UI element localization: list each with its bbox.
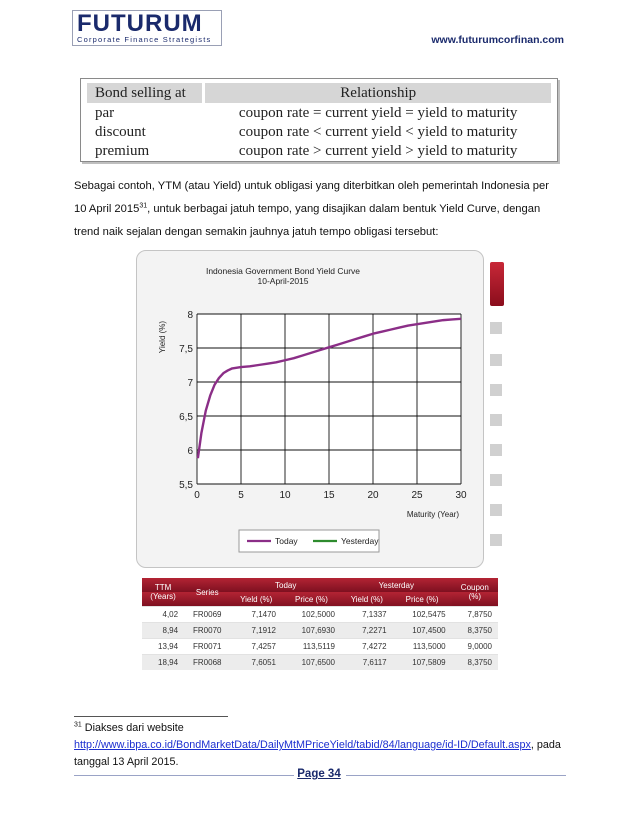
side-strip-block [490, 504, 502, 516]
x-tick-label: 0 [194, 490, 200, 501]
side-strip-block [490, 534, 502, 546]
header-bond-selling-at: Bond selling at [87, 83, 204, 103]
table-cell: FR0071 [184, 639, 230, 655]
x-tick-label: 15 [323, 490, 335, 501]
table-cell: 107,5809 [393, 655, 452, 671]
company-logo [72, 10, 222, 46]
y-tick-label: 7,5 [179, 344, 193, 355]
table-cell: FR0069 [184, 607, 230, 623]
table-cell: 9,0000 [452, 639, 498, 655]
header-coupon: Coupon (%) [460, 583, 489, 601]
x-tick-label: 10 [279, 490, 291, 501]
side-strip-block [490, 474, 502, 486]
side-strip-block [490, 384, 502, 396]
side-strip-header [490, 262, 504, 306]
table-cell: 102,5475 [393, 607, 452, 623]
page-number: Page 34 [297, 768, 341, 780]
footnote [74, 720, 564, 771]
legend-label-yesterday: Yesterday [341, 536, 379, 546]
relationship-cell: coupon rate = current yield = yield to maturity [238, 104, 518, 121]
side-toolbar-strip [490, 262, 504, 562]
footnote-text-before: Diakses dari website [81, 722, 184, 734]
paragraph-line-1: Sebagai contoh, YTM (atau Yield) untuk obligasi yang diterbitkan oleh pemerintah Indonesia per [74, 180, 549, 192]
yield-curve-chart [137, 251, 483, 567]
x-tick-label: 25 [411, 490, 423, 501]
header-today-yield: Yield (%) [240, 594, 273, 604]
x-tick-label: 30 [455, 490, 467, 501]
paragraph-date: 10 April 2015 [74, 203, 140, 215]
header-ttm: TTM (Years) [150, 583, 176, 601]
table-cell: 107,6500 [282, 655, 341, 671]
table-cell: 113,5119 [282, 639, 341, 655]
table-cell: FR0070 [184, 623, 230, 639]
relationship-cell: coupon rate < current yield < yield to maturity [238, 123, 518, 140]
table-row [142, 639, 498, 655]
side-strip-block [490, 322, 502, 334]
table-cell: 13,94 [142, 639, 184, 655]
logo-tagline: Corporate Finance Strategists [77, 35, 212, 44]
table-cell: 7,2271 [341, 623, 393, 639]
table-cell: 7,4272 [341, 639, 393, 655]
y-axis-label: Yield (%) [158, 320, 167, 354]
table-cell: 7,1337 [341, 607, 393, 623]
table-row [142, 607, 498, 623]
table-cell: 4,02 [142, 607, 184, 623]
table-cell: 7,4257 [230, 639, 282, 655]
table-cell: 18,94 [142, 655, 184, 671]
table-row [87, 103, 551, 122]
table-cell: 8,94 [142, 623, 184, 639]
bond-yield-table [142, 578, 498, 670]
website-url[interactable]: www.futurumcorfinan.com [431, 34, 564, 46]
table-row [87, 122, 551, 141]
y-tick-label: 8 [187, 310, 193, 321]
body-paragraph [74, 175, 568, 244]
paragraph-line-3: trend naik sejalan dengan semakin jauhnya jatuh tempo obligasi tersebut: [74, 226, 439, 238]
table-cell: 7,6117 [341, 655, 393, 671]
table-cell: 7,1912 [230, 623, 282, 639]
table-cell: 107,6930 [282, 623, 341, 639]
y-tick-label: 5,5 [179, 480, 193, 491]
x-axis-label: Maturity (Year) [406, 510, 459, 519]
chart-subtitle: 10-April-2015 [257, 276, 309, 286]
header-yesterday-yield: Yield (%) [350, 594, 383, 604]
table-cell: 102,5000 [282, 607, 341, 623]
y-tick-label: 6 [187, 446, 193, 457]
bond-type-cell: par [95, 104, 115, 121]
y-tick-label: 6,5 [179, 412, 193, 423]
table-row [142, 623, 498, 639]
table-cell: 8,3750 [452, 623, 498, 639]
table-cell: 7,6051 [230, 655, 282, 671]
chart-title: Indonesia Government Bond Yield Curve [205, 266, 361, 276]
footnote-reference[interactable]: 31 [139, 202, 148, 210]
relationship-cell: coupon rate > current yield > yield to maturity [238, 142, 518, 159]
header-series: Series [195, 587, 219, 597]
x-tick-label: 5 [238, 490, 244, 501]
bond-type-cell: premium [95, 142, 150, 159]
table-cell: 113,5000 [393, 639, 452, 655]
legend-label-today: Today [275, 536, 298, 546]
header-relationship: Relationship [204, 83, 551, 103]
side-strip-block [490, 414, 502, 426]
table-cell: FR0068 [184, 655, 230, 671]
header-yesterday: Yesterday [378, 580, 414, 590]
header-yesterday-price: Price (%) [405, 594, 439, 604]
y-tick-label: 7 [187, 378, 193, 389]
footnote-link[interactable]: http://www.ibpa.co.id/BondMarketData/DailyMtMPriceYield/tabid/84/language/id-ID/Default.aspx [74, 739, 531, 751]
side-strip-block [490, 444, 502, 456]
table-cell: 8,3750 [452, 655, 498, 671]
table-cell: 7,8750 [452, 607, 498, 623]
footnote-divider [74, 716, 228, 717]
table-cell: 107,4500 [393, 623, 452, 639]
yield-curve-chart-panel [136, 250, 484, 568]
table-row [87, 141, 551, 160]
footnote-number: 31 [74, 721, 82, 729]
side-strip-block [490, 354, 502, 366]
table-row [142, 655, 498, 671]
bond-type-cell: discount [95, 123, 146, 140]
table-cell: 7,1470 [230, 607, 282, 623]
logo-wordmark: FUTURUM [77, 10, 203, 37]
x-tick-label: 20 [367, 490, 379, 501]
bond-relationship-table [80, 78, 558, 162]
footnote-text-after: , pada tanggal 13 April 2015. [74, 739, 561, 768]
header-today: Today [275, 580, 297, 590]
header-today-price: Price (%) [295, 594, 328, 604]
paragraph-line-2: , untuk berbagai jatuh tempo, yang disajikan dalam bentuk Yield Curve, dengan [147, 203, 541, 215]
